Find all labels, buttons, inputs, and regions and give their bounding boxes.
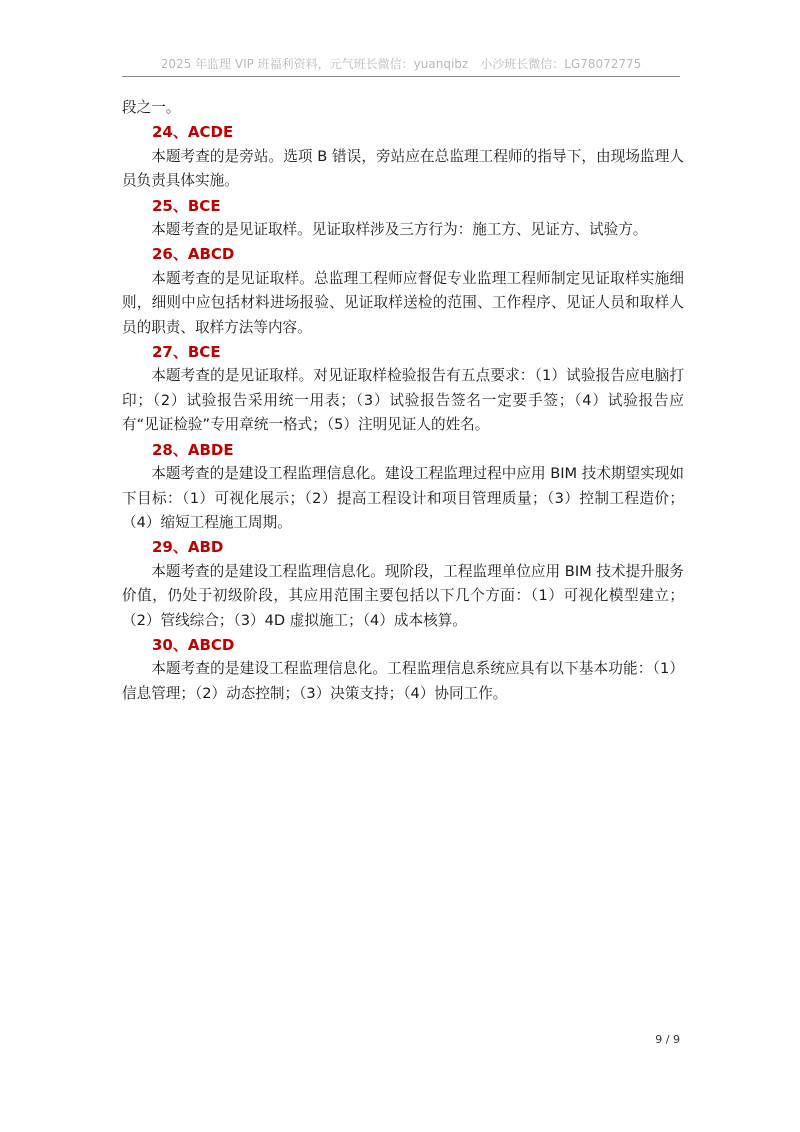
answer-heading: 29、ABD — [152, 538, 224, 557]
answer-heading: 30、ABCD — [152, 635, 235, 654]
page-header: 2025 年监理 VIP 班福利资料，元气班长微信：yuanqibz 小沙班长微信：LG78072775 — [122, 52, 680, 77]
page-number: 9 / 9 — [655, 1033, 680, 1046]
answer-heading: 28、ABDE — [152, 440, 234, 459]
answer-item-27 — [122, 340, 684, 438]
answer-heading: 26、ABCD — [152, 245, 235, 264]
answer-item-28 — [122, 438, 684, 536]
answer-heading: 24、ACDE — [152, 123, 234, 142]
answer-item-29 — [122, 535, 684, 633]
answer-explanation: 本题考查的是建设工程监理信息化。建设工程监理过程中应用 BIM 技术期望实现如下目标：（1）可视化展示；（2）提高工程设计和项目管理质量；（3）控制工程造价；（4）缩短工程施工周期。 — [122, 465, 684, 531]
answer-explanation: 本题考查的是见证取样。见证取样涉及三方行为：施工方、见证方、试验方。 — [151, 221, 648, 239]
answer-heading: 25、BCE — [152, 196, 221, 215]
answer-explanation: 本题考查的是见证取样。总监理工程师应督促专业监理工程师制定见证取样实施细则，细则中应包括材料进场报验、见证取样送检的范围、工作程序、见证人员和取样人员的职责、取样方法等内容。 — [122, 269, 684, 336]
answer-item-30 — [122, 633, 684, 706]
answer-item-24 — [122, 120, 684, 193]
answer-explanation: 本题考查的是建设工程监理信息化。工程监理信息系统应具有以下基本功能：（1）信息管理；（2）动态控制；（3）决策支持；（4）协同工作。 — [122, 660, 684, 702]
document-body — [122, 96, 684, 706]
answer-explanation: 本题考查的是旁站。选项 B 错误，旁站应在总监理工程师的指导下，由现场监理人员负责具体实施。 — [122, 147, 684, 190]
answer-item-26 — [122, 242, 684, 340]
lead-text: 段之一。 — [122, 99, 181, 116]
answer-explanation: 本题考查的是建设工程监理信息化。现阶段，工程监理单位应用 BIM 技术提升服务价值，仍处于初级阶段，其应用范围主要包括以下几个方面：（1）可视化模型建立；（2）管线综合；（3）4D 虚拟施工；（4）成本核算。 — [122, 562, 684, 629]
answer-heading: 27、BCE — [152, 343, 221, 362]
answer-item-25 — [122, 194, 684, 243]
answer-explanation: 本题考查的是见证取样。对见证取样检验报告有五点要求：（1）试验报告应电脑打印；（2）试验报告采用统一用表；（3）试验报告签名一定要手签；（4）试验报告应有“见证检验”专用章统一格式；（5）注明见证人的姓名。 — [122, 367, 684, 434]
